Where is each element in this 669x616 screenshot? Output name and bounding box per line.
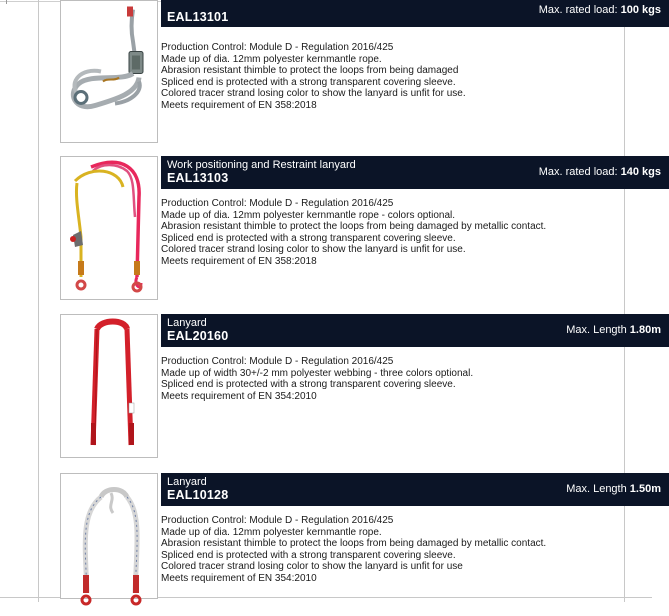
product-subtitle: Lanyard (167, 317, 207, 329)
description-line: Abrasion resistant thimble to protect the loops from being damaged (161, 65, 459, 77)
description-line: Made up of dia. 12mm polyester kernmantle rope - colors optional. (161, 209, 456, 221)
description-line: Production Control: Module D - Regulation 2016/425 (161, 198, 394, 209)
description-line: Spliced end is protected with a strong transparent covering sleeve. (161, 549, 456, 561)
spec-label: Max. Length (566, 483, 627, 495)
grey-rope-lanyard-icon (61, 1, 157, 143)
product-header (161, 0, 669, 27)
product-code: EAL13101 (167, 10, 229, 24)
description-line: Abrasion resistant thimble to protect the loops from being damaged by metallic contact. (161, 538, 547, 550)
product-code: EAL13103 (167, 171, 229, 185)
product-photo (60, 0, 158, 143)
description-line: Meets requirement of EN 354:2010 (161, 390, 317, 402)
product-header (161, 314, 669, 347)
product-description (161, 42, 666, 112)
description-line: Colored tracer strand losing color to show the lanyard is unfit for use. (161, 244, 466, 256)
product-subtitle: Lanyard (167, 476, 207, 488)
spec-label: Max. Length (566, 324, 627, 336)
spec-value: 100 kgs (620, 4, 661, 16)
spec-label: Max. rated load: (538, 4, 618, 16)
product-spec (539, 4, 661, 16)
product-description (161, 515, 666, 585)
description-line: Spliced end is protected with a strong transparent covering sleeve. (161, 232, 456, 244)
product-spec (566, 483, 661, 495)
description-line: Meets requirement of EN 354:2010 (161, 572, 317, 584)
description-line: Made up of dia. 12mm polyester kernmantle rope. (161, 526, 382, 538)
page-left-border (38, 0, 39, 602)
description-line: Colored tracer strand losing color to show the lanyard is unfit for use (161, 561, 463, 573)
description-line: Colored tracer strand losing color to show the lanyard is unfit for use. (161, 88, 466, 100)
product-photo (60, 156, 158, 300)
description-line: Meets requirement of EN 358:2018 (161, 255, 317, 267)
description-line: Meets requirement of EN 358:2018 (161, 99, 317, 111)
product-spec (539, 166, 661, 178)
top-tick (6, 0, 7, 4)
product-code: EAL10128 (167, 488, 229, 502)
description-line: Production Control: Module D - Regulation 2016/425 (161, 515, 394, 526)
product-photo (60, 473, 158, 599)
description-line: Abrasion resistant thimble to protect the loops from being damaged by metallic contact. (161, 221, 547, 233)
product-description (161, 356, 666, 402)
description-line: Made up of dia. 12mm polyester kernmantle rope. (161, 53, 382, 65)
product-spec (566, 324, 661, 336)
description-line: Production Control: Module D - Regulation 2016/425 (161, 356, 394, 367)
product-code: EAL20160 (167, 329, 229, 343)
product-description (161, 198, 666, 268)
white-rope-lanyard-icon (61, 474, 157, 616)
red-webbing-lanyard-icon (61, 315, 157, 457)
spec-value: 1.80m (629, 324, 661, 336)
description-line: Spliced end is protected with a strong transparent covering sleeve. (161, 379, 456, 391)
product-header (161, 156, 669, 189)
product-subtitle: Work positioning and Restraint lanyard (167, 159, 356, 171)
spec-value: 140 kgs (620, 166, 661, 178)
description-line: Production Control: Module D - Regulation 2016/425 (161, 42, 394, 53)
description-line: Spliced end is protected with a strong transparent covering sleeve. (161, 76, 456, 88)
product-header (161, 473, 669, 506)
red-yellow-rope-lanyard-icon (61, 157, 157, 299)
spec-label: Max. rated load: (538, 166, 618, 178)
product-photo (60, 314, 158, 458)
spec-value: 1.50m (629, 483, 661, 495)
description-line: Made up of width 30+/-2 mm polyester webbing - three colors optional. (161, 367, 474, 379)
